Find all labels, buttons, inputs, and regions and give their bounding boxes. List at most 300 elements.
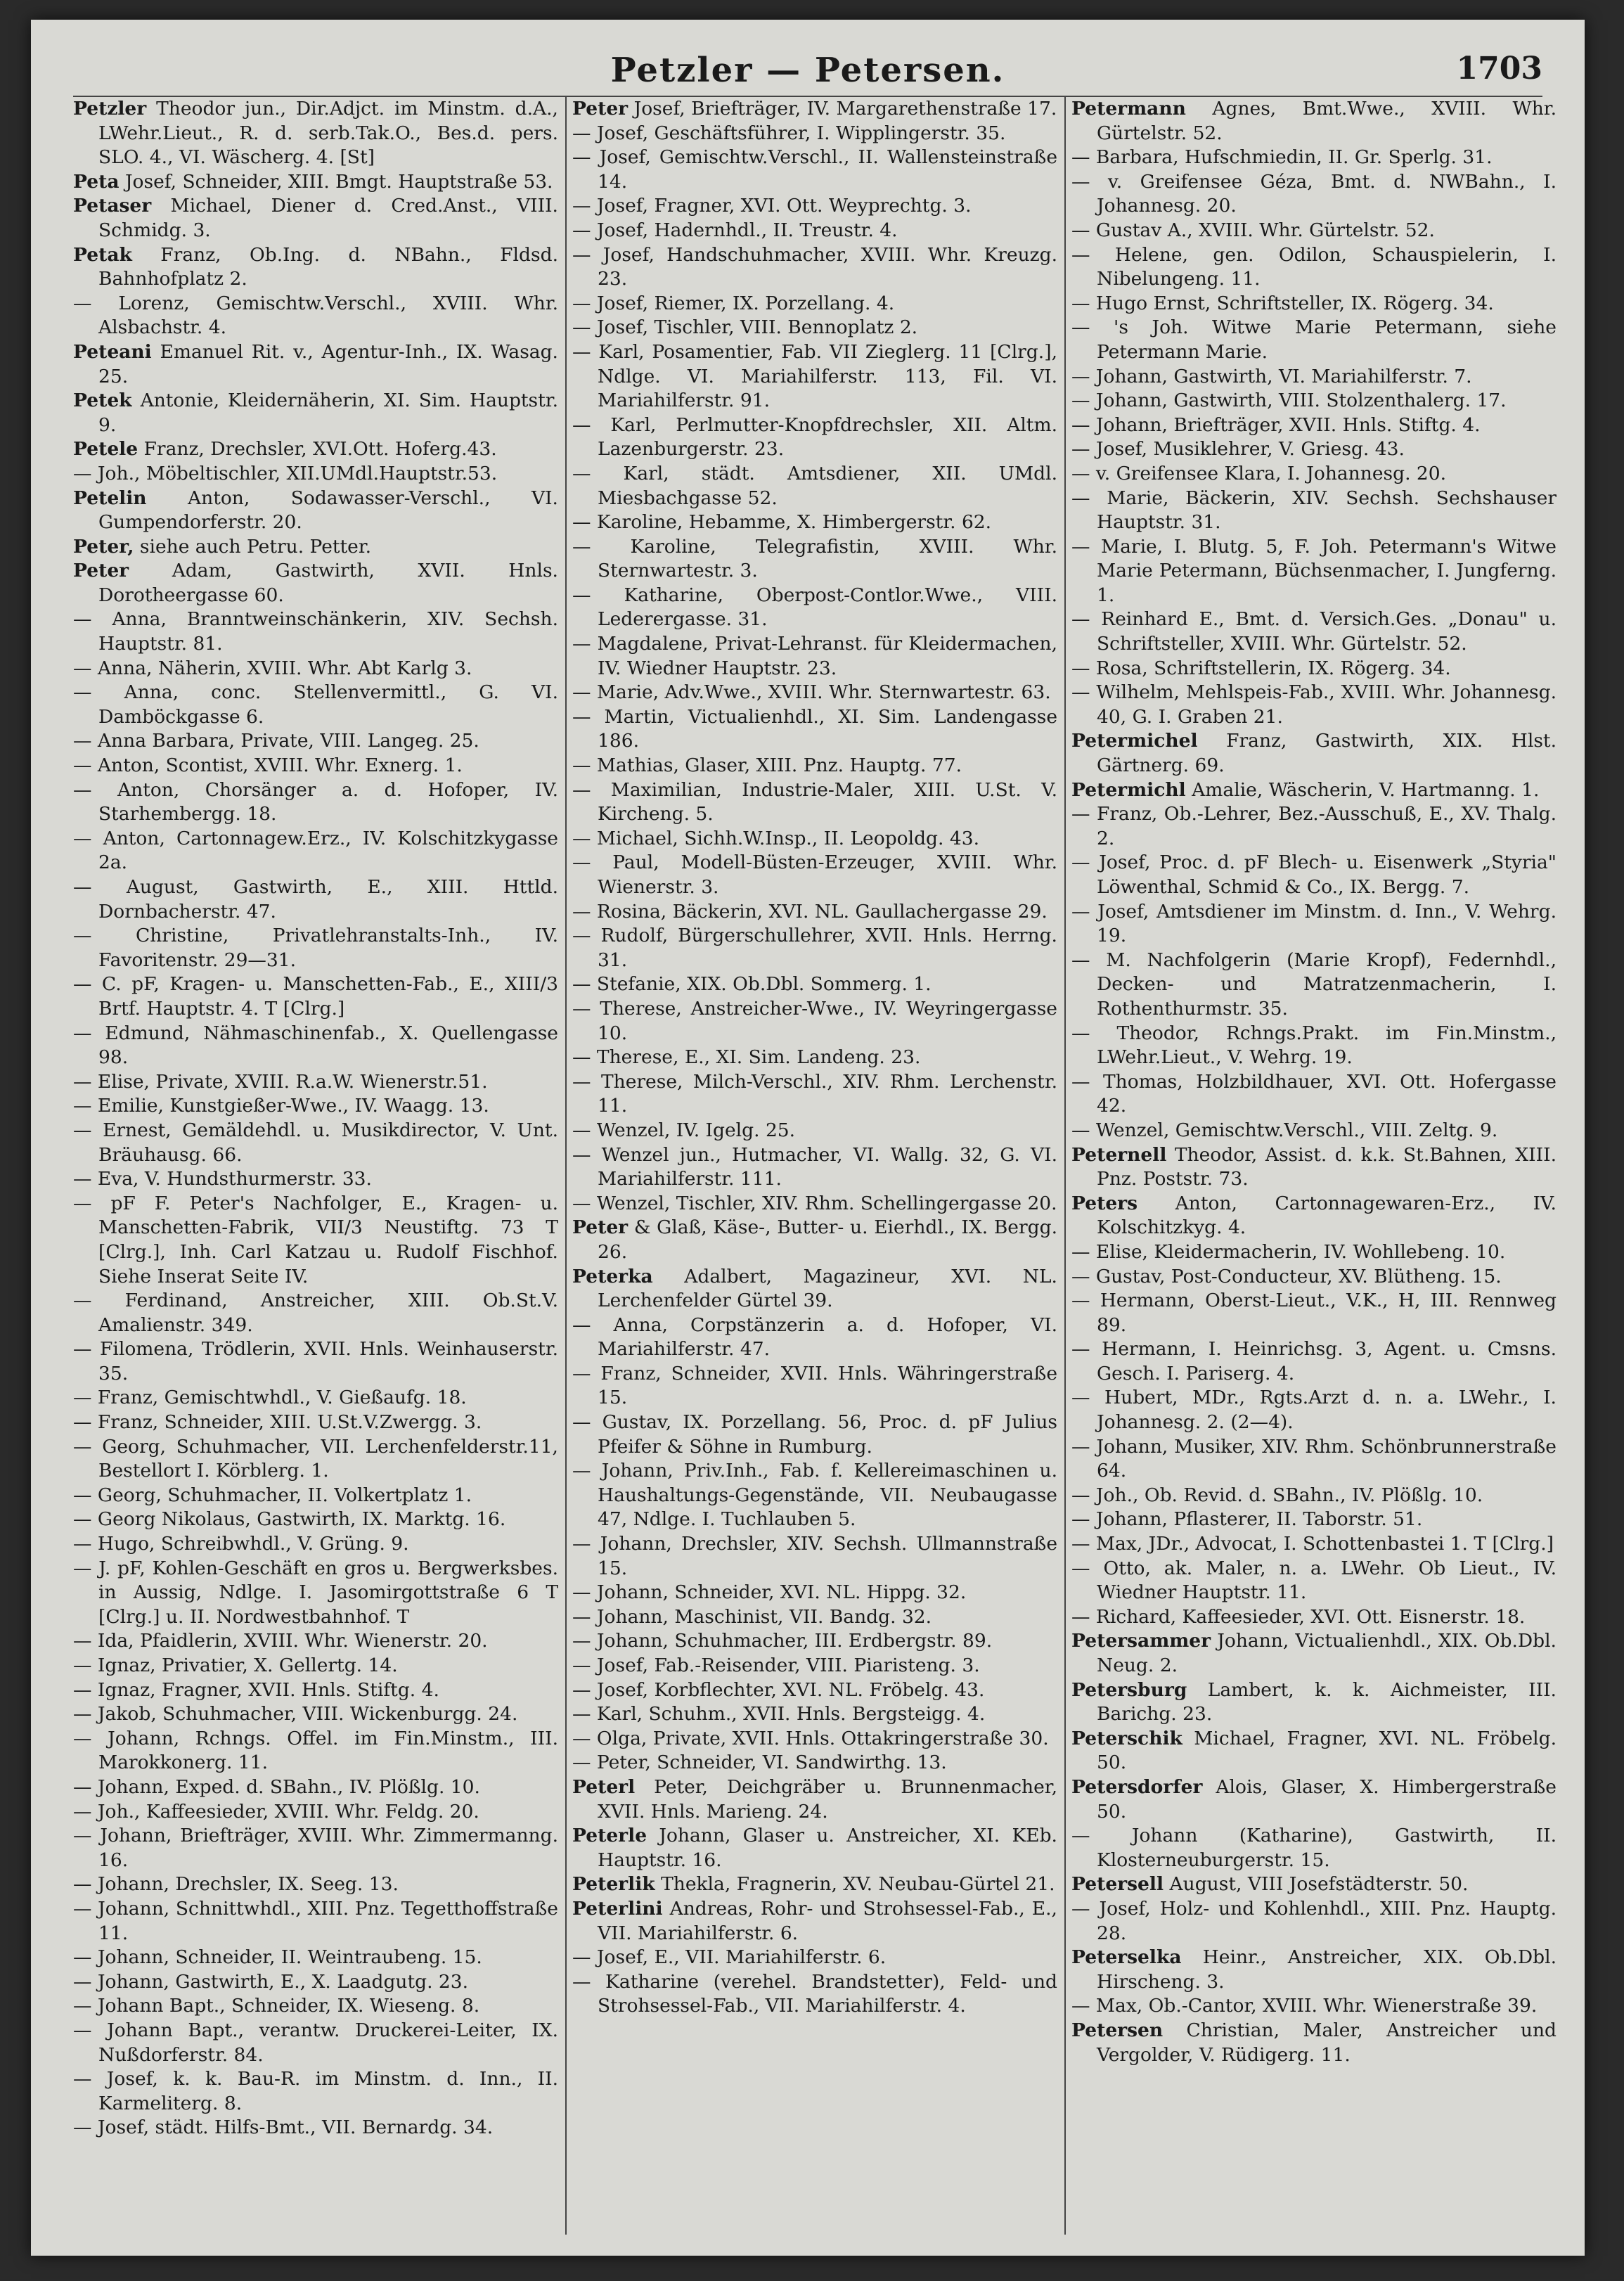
- entry-text: — Johann, Gastwirth, E., X. Laadgutg. 23.: [73, 1970, 469, 1993]
- directory-entry: [73, 1386, 558, 1411]
- directory-entry: [572, 681, 1057, 705]
- entry-surname: Peterlik: [572, 1873, 655, 1896]
- directory-entry: [572, 1192, 1057, 1216]
- directory-entry: [73, 1946, 558, 1970]
- directory-entry: [572, 1751, 1057, 1775]
- entry-text: — Josef, Tischler, VIII. Bennoplatz 2.: [572, 316, 918, 339]
- entry-text: — pF F. Peter's Nachfolger, E., Kragen- u. Manschetten-Fabrik, VII/3 Neustiftg. 73 T [Clrg.], Inh. Carl Katzau u. Rudolf Fischhof. Siehe Inserat Seite IV.: [73, 1192, 558, 1287]
- entry-surname: Peterl: [572, 1775, 636, 1798]
- entry-text: — Gustav A., XVIII. Whr. Gürtelstr. 52.: [1071, 219, 1435, 241]
- entry-text: — Johann, Pflasterer, II. Taborstr. 51.: [1071, 1508, 1423, 1531]
- entry-text: — Josef, Gemischtw.Verschl., II. Wallensteinstraße 14.: [572, 146, 1057, 193]
- entry-text: — Therese, Milch-Verschl., XIV. Rhm. Lerchenstr. 11.: [572, 1070, 1057, 1117]
- directory-entry: [572, 1727, 1057, 1752]
- entry-text: — Johann, Schneider, II. Weintraubeng. 15.: [73, 1946, 482, 1969]
- entry-surname: Peter: [572, 1216, 629, 1239]
- entry-text: — Ferdinand, Anstreicher, XIII. Ob.St.V. Amalienstr. 349.: [73, 1290, 558, 1336]
- directory-entry: [73, 1727, 558, 1775]
- entry-text: — Magdalene, Privat-Lehranst. für Kleidermachen, IV. Wiedner Hauptstr. 23.: [572, 633, 1057, 679]
- directory-entry: [1071, 292, 1557, 316]
- entry-text: — Josef, Fragner, XVI. Ott. Weyprechtg. 3.: [572, 195, 972, 217]
- directory-entry: [73, 1022, 558, 1070]
- entry-text: — Gustav, Post-Conducteur, XV. Blütheng. 15.: [1071, 1265, 1502, 1287]
- directory-entry: [73, 1800, 558, 1825]
- entry-text: Anton, Sodawasser-Verschl., VI. Gumpendorferstr. 20.: [98, 487, 558, 534]
- entry-text: — Emilie, Kunstgießer-Wwe., IV. Waagg. 13.: [73, 1095, 489, 1117]
- entry-text: August, VIII Josefstädterstr. 50.: [1169, 1873, 1469, 1896]
- entry-text: Franz, Ob.Ing. d. NBahn., Fldsd. Bahnhofplatz 2.: [98, 243, 558, 290]
- directory-entry: [73, 1629, 558, 1654]
- entry-text: — Josef, Musiklehrer, V. Griesg. 43.: [1071, 438, 1405, 461]
- directory-entry: [572, 146, 1057, 194]
- entry-text: — Johann, Briefträger, XVII. Hnls. Stiftg. 4.: [1071, 413, 1481, 436]
- directory-entry: [572, 243, 1057, 292]
- directory-entry: [73, 1094, 558, 1119]
- entry-text: — Thomas, Holzbildhauer, XVI. Ott. Hofergasse 42.: [1071, 1070, 1557, 1117]
- entry-text: Theodor jun., Dir.Adjct. im Minstm. d.A., LWehr.Lieut., R. d. serb.Tak.O., Bes.d. pers. SLO. 4., VI. Wäscherg. 4. [St]: [98, 98, 558, 169]
- directory-entry: [572, 900, 1057, 925]
- entry-text: — Rudolf, Bürgerschullehrer, XVII. Hnls. Herrng. 31.: [572, 925, 1057, 971]
- entry-text: Johann, Victualienhdl., XIX. Ob.Dbl. Neug. 2.: [1097, 1630, 1557, 1676]
- directory-entry: [572, 219, 1057, 243]
- entry-text: — Karl, Perlmutter-Knopfdrechsler, XII. Altm. Lazenburgerstr. 23.: [572, 413, 1057, 461]
- directory-entry: [73, 243, 558, 292]
- directory-entry: [73, 1289, 558, 1337]
- entry-text: — Wenzel, Gemischtw.Verschl., VIII. Zeltg. 9.: [1071, 1119, 1498, 1141]
- entry-surname: Petzler: [73, 98, 147, 120]
- entry-text: Theodor, Assist. d. k.k. St.Bahnen, XIII. Pnz. Poststr. 73.: [1097, 1143, 1557, 1190]
- entry-text: — Johann, Exped. d. SBahn., IV. Plößlg. 10.: [73, 1775, 480, 1798]
- directory-entry: [1071, 170, 1557, 219]
- directory-entry: [1071, 729, 1557, 778]
- entry-text: — Richard, Kaffeesieder, XVI. Ott. Eisnerstr. 18.: [1071, 1605, 1526, 1628]
- directory-entry: [1071, 1532, 1557, 1557]
- entry-text: — Joh., Kaffeesieder, XVIII. Whr. Feldg. 20.: [73, 1800, 479, 1823]
- directory-entry: [73, 487, 558, 535]
- entry-surname: Petelin: [73, 487, 147, 509]
- directory-entry: [1071, 1289, 1557, 1337]
- directory-entry: [73, 875, 558, 924]
- directory-entry: [572, 632, 1057, 681]
- directory-entry: [572, 122, 1057, 146]
- directory-entry: [572, 1532, 1057, 1581]
- entry-text: siehe auch Petru. Petter.: [139, 535, 372, 558]
- directory-entry: [73, 729, 558, 754]
- entry-surname: Petersell: [1071, 1873, 1164, 1896]
- entry-text: Franz, Drechsler, XVI.Ott. Hoferg.43.: [143, 438, 497, 461]
- directory-entry: [73, 1824, 558, 1872]
- directory-entry: [73, 1654, 558, 1678]
- entry-surname: Petersen: [1071, 2019, 1164, 2041]
- entry-surname: Petaser: [73, 195, 152, 217]
- entry-text: — Theodor, Rchngs.Prakt. im Fin.Minstm., LWehr.Lieut., V. Wehrg. 19.: [1071, 1022, 1557, 1069]
- entry-text: Peter, Deichgräber u. Brunnenmacher, XVII. Hnls. Marieng. 24.: [598, 1775, 1057, 1823]
- entry-text: — Max, JDr., Advocat, I. Schottenbastei 1. T [Clrg.]: [1071, 1533, 1554, 1555]
- entry-text: — Josef, städt. Hilfs-Bmt., VII. Bernardg. 34.: [73, 2116, 494, 2139]
- directory-entry: [1071, 949, 1557, 1022]
- entry-text: — Karoline, Hebamme, X. Himbergerstr. 62.: [572, 511, 992, 534]
- directory-entry: [73, 1557, 558, 1630]
- entry-text: Michael, Diener d. Cred.Anst., VIII. Schmidg. 3.: [98, 195, 558, 241]
- entry-text: — Johann Bapt., Schneider, IX. Wieseng. 8.: [73, 1995, 480, 2017]
- entry-text: — Joh., Ob. Revid. d. SBahn., IV. Plößlg. 10.: [1071, 1484, 1483, 1506]
- directory-entry: [73, 437, 558, 462]
- entry-surname: Peterle: [572, 1825, 647, 1847]
- entry-text: — Johann, Maschinist, VII. Bandg. 32.: [572, 1605, 932, 1628]
- directory-entry: [572, 510, 1057, 535]
- directory-entry: [73, 608, 558, 656]
- entry-text: — Johann, Drechsler, IX. Seeg. 13.: [73, 1873, 399, 1896]
- entry-text: Anton, Cartonnagewaren-Erz., IV. Kolschitzkyg. 4.: [1097, 1192, 1557, 1239]
- entry-text: — Franz, Gemischtwhdl., V. Gießaufg. 18.: [73, 1387, 467, 1409]
- directory-entry: [1071, 802, 1557, 851]
- entry-text: — Therese, Anstreicher-Wwe., IV. Weyringergasse 10.: [572, 997, 1057, 1044]
- column-rule: [1064, 97, 1066, 2235]
- entry-text: — Anna, Näherin, XVIII. Whr. Abt Karlg 3.: [73, 657, 472, 679]
- directory-entry: [572, 292, 1057, 316]
- directory-entry: [572, 1605, 1057, 1630]
- entry-text: — Anna Barbara, Private, VIII. Langeg. 25.: [73, 730, 479, 752]
- directory-entry: [73, 1702, 558, 1727]
- directory-entry: [73, 1532, 558, 1557]
- entry-text: — Johann, Drechsler, XIV. Sechsh. Ullmannstraße 15.: [572, 1533, 1057, 1579]
- page-number: 1703: [1456, 51, 1542, 86]
- directory-entry: [73, 2116, 558, 2140]
- column-3: [1071, 97, 1557, 2235]
- entry-text: & Glaß, Käse-, Butter- u. Eierhdl., IX. Bergg. 26.: [598, 1216, 1057, 1263]
- entry-text: Emanuel Rit. v., Agentur-Inh., IX. Wasag. 25.: [98, 340, 558, 387]
- entry-text: Alois, Glaser, X. Himbergerstraße 50.: [1097, 1775, 1557, 1823]
- entry-surname: Peternell: [1071, 1143, 1167, 1166]
- directory-entry: [1071, 1484, 1557, 1508]
- entry-text: Christian, Maler, Anstreicher und Vergolder, V. Rüdigerg. 11.: [1097, 2019, 1557, 2066]
- entry-surname: Peters: [1071, 1192, 1138, 1214]
- directory-entry: [1071, 316, 1557, 364]
- entry-text: — Johann Bapt., verantw. Druckerei-Leiter, IX. Nußdorferstr. 84.: [73, 2019, 558, 2066]
- entry-text: — Stefanie, XIX. Ob.Dbl. Sommerg. 1.: [572, 973, 932, 996]
- directory-entry: [73, 1192, 558, 1289]
- directory-entry: [572, 1459, 1057, 1532]
- directory-entry: [73, 1411, 558, 1435]
- entry-text: — Filomena, Trödlerin, XVII. Hnls. Weinhauserstr. 35.: [73, 1338, 558, 1384]
- directory-entry: [73, 340, 558, 389]
- page-header: [73, 41, 1542, 97]
- directory-entry: [572, 778, 1057, 827]
- entry-text: Adam, Gastwirth, XVII. Hnls. Dorotheergasse 60.: [98, 560, 558, 606]
- entry-surname: Petak: [73, 243, 132, 266]
- directory-entry: [1071, 1727, 1557, 1775]
- directory-entry: [572, 1897, 1057, 1946]
- directory-entry: [572, 1775, 1057, 1824]
- entry-surname: Petersburg: [1071, 1678, 1187, 1701]
- directory-entry: [572, 316, 1057, 340]
- entry-text: — Maximilian, Industrie-Maler, XIII. U.St. V. Kircheng. 5.: [572, 778, 1057, 825]
- directory-entry: [1071, 413, 1557, 438]
- entry-text: — Hermann, I. Heinrichsg. 3, Agent. u. Cmsns. Gesch. I. Pariserg. 4.: [1071, 1338, 1557, 1384]
- entry-text: — Edmund, Nähmaschinenfab., X. Quellengasse 98.: [73, 1022, 558, 1069]
- entry-text: — Anna, Branntweinschänkerin, XIV. Sechsh. Hauptstr. 81.: [73, 608, 558, 655]
- directory-entry: [572, 1872, 1057, 1897]
- directory-entry: [572, 413, 1057, 462]
- entry-text: — Michael, Sichh.W.Insp., II. Leopoldg. 43.: [572, 827, 980, 849]
- column-1: [73, 97, 558, 2235]
- entry-text: — J. pF, Kohlen-Geschäft en gros u. Bergwerksbes. in Aussig, Ndlge. I. Jasomirgottstraße 6 T [Clrg.] u. II. Nordwestbahnhof. T: [73, 1557, 558, 1628]
- directory-entry: [73, 559, 558, 608]
- directory-entry: [1071, 657, 1557, 681]
- entry-text: — Georg Nikolaus, Gastwirth, IX. Marktg. 16.: [73, 1508, 506, 1531]
- entry-text: — Karl, Schuhm., XVII. Hnls. Bergsteigg. 4.: [572, 1703, 986, 1726]
- entry-surname: Peta: [73, 170, 120, 193]
- directory-entry: [572, 462, 1057, 510]
- entry-text: — Josef, Korbflechter, XVI. NL. Fröbelg. 43.: [572, 1678, 985, 1701]
- directory-page: [31, 20, 1585, 2256]
- directory-entry: [1071, 1872, 1557, 1897]
- entry-surname: Petermichl: [1071, 778, 1186, 801]
- entry-surname: Petermann: [1071, 98, 1186, 120]
- entry-text: — Mathias, Glaser, XIII. Pnz. Hauptg. 77.: [572, 754, 962, 777]
- entry-surname: Peterka: [572, 1265, 653, 1287]
- directory-entry: [1071, 219, 1557, 243]
- directory-entry: [1071, 389, 1557, 413]
- directory-entry: [572, 1824, 1057, 1872]
- entry-text: — Eva, V. Hundsthurmerstr. 33.: [73, 1168, 372, 1190]
- directory-entry: [1071, 608, 1557, 656]
- entry-text: — Anna, Corpstänzerin a. d. Hofoper, VI. Mariahilferstr. 47.: [572, 1313, 1057, 1361]
- entry-text: — Josef, Amtsdiener im Minstm. d. Inn., V. Wehrg. 19.: [1071, 900, 1557, 947]
- directory-entry: [1071, 1629, 1557, 1678]
- entry-text: Andreas, Rohr- und Strohsessel-Fab., E., VII. Mariahilferstr. 6.: [598, 1897, 1057, 1944]
- directory-entry: [1071, 1386, 1557, 1434]
- directory-entry: [73, 1994, 558, 2019]
- entry-text: Adalbert, Magazineur, XVI. NL. Lerchenfelder Gürtel 39.: [598, 1265, 1057, 1312]
- entry-surname: Petersdorfer: [1071, 1775, 1203, 1798]
- entry-text: — Hugo Ernst, Schriftsteller, IX. Rögerg. 34.: [1071, 292, 1494, 314]
- directory-entry: [73, 1167, 558, 1192]
- directory-entry: [572, 1362, 1057, 1411]
- entry-text: — Anton, Scontist, XVIII. Whr. Exnerg. 1.: [73, 754, 463, 777]
- directory-entry: [572, 1946, 1057, 1970]
- directory-entry: [73, 2019, 558, 2067]
- entry-text: — Rosina, Bäckerin, XVI. NL. Gaullachergasse 29.: [572, 900, 1048, 923]
- entry-text: — Josef, Fab.-Reisender, VIII. Piaristeng. 3.: [572, 1654, 980, 1676]
- entry-text: — v. Greifensee Géza, Bmt. d. NWBahn., I. Johannesg. 20.: [1071, 170, 1557, 217]
- directory-entry: [1071, 243, 1557, 292]
- directory-entry: [1071, 1946, 1557, 1994]
- entry-text: — v. Greifensee Klara, I. Johannesg. 20.: [1071, 462, 1447, 484]
- entry-text: — Johann, Schneider, XVI. NL. Hippg. 32.: [572, 1581, 967, 1604]
- entry-text: Josef, Schneider, XIII. Bmgt. Hauptstraße 53.: [124, 170, 553, 193]
- entry-surname: Petele: [73, 438, 138, 461]
- entry-text: — Josef, E., VII. Mariahilferstr. 6.: [572, 1946, 887, 1969]
- entry-text: — Josef, k. k. Bau-R. im Minstm. d. Inn., II. Karmeliterg. 8.: [73, 2068, 558, 2114]
- entry-text: — Anna, conc. Stellenvermittl., G. VI. Damböckgasse 6.: [73, 681, 558, 728]
- directory-entry: [73, 754, 558, 778]
- directory-entry: [572, 924, 1057, 972]
- entry-text: — Karoline, Telegrafistin, XVIII. Whr. Sternwartestr. 3.: [572, 535, 1057, 582]
- directory-entry: [73, 778, 558, 827]
- entry-text: — Elise, Private, XVIII. R.a.W. Wienerstr.51.: [73, 1070, 488, 1093]
- directory-entry: [572, 1581, 1057, 1605]
- directory-entry: [1071, 146, 1557, 170]
- directory-entry: [73, 292, 558, 340]
- entry-text: — Lorenz, Gemischtw.Verschl., XVIII. Whr. Alsbachstr. 4.: [73, 292, 558, 339]
- directory-entry: [572, 194, 1057, 219]
- directory-entry: [1071, 1994, 1557, 2019]
- directory-entry: [73, 462, 558, 487]
- entry-text: — Rosa, Schriftstellerin, IX. Rögerg. 34.: [1071, 657, 1451, 679]
- directory-entry: [1071, 1824, 1557, 1872]
- directory-entry: [1071, 851, 1557, 899]
- entry-text: — Josef, Riemer, IX. Porzellang. 4.: [572, 292, 895, 314]
- directory-entry: [1071, 365, 1557, 390]
- directory-entry: [73, 1678, 558, 1703]
- entry-text: — Wenzel, Tischler, XIV. Rhm. Schellingergasse 20.: [572, 1192, 1057, 1214]
- running-title: Petzler — Petersen.: [610, 51, 1005, 90]
- entry-text: — Franz, Schneider, XVII. Hnls. Währingerstraße 15.: [572, 1362, 1057, 1409]
- entry-text: — Ignaz, Fragner, XVII. Hnls. Stiftg. 4.: [73, 1678, 439, 1701]
- directory-entry: [572, 584, 1057, 632]
- entry-text: — Johann, Gastwirth, VIII. Stolzenthalerg. 17.: [1071, 390, 1507, 412]
- entry-text: Antonie, Kleidernäherin, XI. Sim. Hauptstr. 9.: [98, 390, 558, 436]
- column-rule: [565, 97, 567, 2235]
- entry-text: — Christine, Privatlehranstalts-Inh., IV. Favoritenstr. 29—31.: [73, 925, 558, 971]
- directory-entry: [73, 827, 558, 875]
- entry-surname: Peterselka: [1071, 1946, 1182, 1969]
- entry-text: — Anton, Chorsänger a. d. Hofoper, IV. Starhembergg. 18.: [73, 778, 558, 825]
- entry-text: — August, Gastwirth, E., XIII. Httld. Dornbacherstr. 47.: [73, 876, 558, 923]
- directory-entry: [1071, 2019, 1557, 2067]
- directory-entry: [1071, 97, 1557, 146]
- entry-text: — Hugo, Schreibwhdl., V. Grüng. 9.: [73, 1533, 409, 1555]
- entry-text: — Anton, Cartonnagew.Erz., IV. Kolschitzkygasse 2a.: [73, 827, 558, 874]
- entry-text: — Johann, Gastwirth, VI. Mariahilferstr. 7.: [1071, 365, 1472, 387]
- entry-text: — Therese, E., XI. Sim. Landeng. 23.: [572, 1046, 921, 1069]
- directory-entry: [572, 1678, 1057, 1703]
- directory-entry: [73, 1484, 558, 1508]
- directory-entry: [572, 1143, 1057, 1192]
- directory-entry: [572, 1411, 1057, 1459]
- directory-entry: [572, 972, 1057, 997]
- directory-entry: [73, 657, 558, 681]
- entry-text: — Georg, Schuhmacher, VII. Lerchenfelderstr.11, Bestellort I. Körblerg. 1.: [73, 1435, 558, 1482]
- directory-entry: [73, 194, 558, 243]
- entry-text: — Karl, Posamentier, Fab. VII Zieglerg. 11 [Clrg.], Ndlge. VI. Mariahilferstr. 113, Fil. VI. Mariahilferstr. 91.: [572, 340, 1057, 412]
- entry-surname: Petek: [73, 390, 132, 412]
- entry-text: — Wilhelm, Mehlspeis-Fab., XVIII. Whr. Johannesg. 40, G. I. Graben 21.: [1071, 681, 1557, 728]
- entry-text: — Johann, Briefträger, XVIII. Whr. Zimmermanng. 16.: [73, 1825, 558, 1871]
- entry-text: Franz, Gastwirth, XIX. Hlst. Gärtnerg. 69.: [1097, 730, 1557, 777]
- directory-entry: [1071, 900, 1557, 949]
- directory-entry: [572, 1702, 1057, 1727]
- entry-text: — Martin, Victualienhdl., XI. Sim. Landengasse 186.: [572, 705, 1057, 752]
- entry-surname: Petermichel: [1071, 730, 1198, 752]
- entry-text: — Johann (Katharine), Gastwirth, II. Klosterneuburgerstr. 15.: [1071, 1825, 1557, 1871]
- entry-text: — Joh., Möbeltischler, XII.UMdl.Hauptstr.53.: [73, 462, 498, 484]
- directory-entry: [572, 535, 1057, 584]
- directory-entry: [73, 97, 558, 170]
- directory-entry: [73, 924, 558, 972]
- entry-text: — Hermann, Oberst-Lieut., V.K., H, III. Rennweg 89.: [1071, 1290, 1557, 1336]
- directory-entry: [73, 1508, 558, 1532]
- directory-entry: [572, 705, 1057, 754]
- directory-entry: [572, 997, 1057, 1046]
- directory-entry: [73, 1435, 558, 1484]
- directory-entry: [572, 1119, 1057, 1143]
- directory-entry: [1071, 1605, 1557, 1630]
- entry-text: — C. pF, Kragen- u. Manschetten-Fab., E., XIII/3 Brtf. Hauptstr. 4. T [Clrg.]: [73, 973, 558, 1020]
- entry-text: — Marie, Bäckerin, XIV. Sechsh. Sechshauser Hauptstr. 31.: [1071, 487, 1557, 534]
- entry-surname: Peteani: [73, 340, 152, 363]
- directory-entry: [1071, 1435, 1557, 1484]
- entry-text: — 's Joh. Witwe Marie Petermann, siehe Petermann Marie.: [1071, 316, 1557, 363]
- directory-entry: [73, 1872, 558, 1897]
- entry-text: — Ida, Pfaidlerin, XVIII. Whr. Wienerstr. 20.: [73, 1630, 488, 1652]
- entry-text: — Barbara, Hufschmiedin, II. Gr. Sperlg. 31.: [1071, 146, 1493, 169]
- directory-entry: [73, 681, 558, 729]
- directory-entry: [572, 827, 1057, 852]
- directory-entry: [1071, 1897, 1557, 1946]
- directory-entry: [572, 754, 1057, 778]
- entry-text: — Olga, Private, XVII. Hnls. Ottakringerstraße 30.: [572, 1727, 1049, 1749]
- directory-entry: [1071, 535, 1557, 608]
- directory-entry: [73, 170, 558, 195]
- entry-text: — Josef, Geschäftsführer, I. Wipplingerstr. 35.: [572, 122, 1006, 144]
- directory-entry: [1071, 1143, 1557, 1192]
- directory-entry: [73, 2067, 558, 2116]
- entry-text: — Hubert, MDr., Rgts.Arzt d. n. a. LWehr., I. Johannesg. 2. (2—4).: [1071, 1387, 1557, 1434]
- directory-entry: [1071, 1070, 1557, 1119]
- entry-text: — Reinhard E., Bmt. d. Versich.Ges. „Donau" u. Schriftsteller, XVIII. Whr. Gürtelstr. 52.: [1071, 608, 1557, 655]
- directory-entry: [1071, 437, 1557, 462]
- entry-text: — Ignaz, Privatier, X. Gellertg. 14.: [73, 1654, 398, 1676]
- directory-entry: [1071, 1557, 1557, 1605]
- entry-text: — Josef, Handschuhmacher, XVIII. Whr. Kreuzg. 23.: [572, 243, 1057, 290]
- entry-text: Thekla, Fragnerin, XV. Neubau-Gürtel 21.: [661, 1873, 1055, 1896]
- entry-text: Lambert, k. k. Aichmeister, III. Barichg. 23.: [1097, 1678, 1557, 1726]
- directory-entry: [1071, 1508, 1557, 1532]
- entry-text: Agnes, Bmt.Wwe., XVIII. Whr. Gürtelstr. 52.: [1097, 98, 1557, 144]
- directory-entry: [1071, 462, 1557, 487]
- directory-entry: [572, 1216, 1057, 1264]
- directory-entry: [572, 1654, 1057, 1678]
- entry-text: — Elise, Kleidermacherin, IV. Wohllebeng. 10.: [1071, 1240, 1506, 1263]
- entry-text: Heinr., Anstreicher, XIX. Ob.Dbl. Hirscheng. 3.: [1097, 1946, 1557, 1993]
- entry-surname: Petersammer: [1071, 1630, 1211, 1652]
- entry-text: — Ernest, Gemäldehdl. u. Musikdirector, V. Unt. Bräuhausg. 66.: [73, 1119, 558, 1166]
- directory-entry: [1071, 1022, 1557, 1070]
- directory-entry: [572, 1629, 1057, 1654]
- directory-entry: [572, 1313, 1057, 1362]
- entry-text: Josef, Briefträger, IV. Margarethenstraße 17.: [633, 98, 1057, 120]
- directory-entry: [73, 1119, 558, 1167]
- entry-surname: Peterschik: [1071, 1727, 1182, 1749]
- entry-text: — Johann, Rchngs. Offel. im Fin.Minstm., III. Marokkonerg. 11.: [73, 1727, 558, 1774]
- directory-entry: [73, 389, 558, 437]
- directory-entry: [1071, 1678, 1557, 1727]
- entry-text: — Wenzel, IV. Igelg. 25.: [572, 1119, 796, 1141]
- entry-text: — Georg, Schuhmacher, II. Volkertplatz 1.: [73, 1484, 472, 1506]
- entry-surname: Peter: [572, 98, 629, 120]
- directory-entry: [572, 340, 1057, 413]
- columns: [73, 97, 1557, 2235]
- entry-text: — Helene, gen. Odilon, Schauspielerin, I. Nibelungeng. 11.: [1071, 243, 1557, 290]
- entry-text: — Karl, städt. Amtsdiener, XII. UMdl. Miesbachgasse 52.: [572, 462, 1057, 509]
- entry-text: — Jakob, Schuhmacher, VIII. Wickenburgg. 24.: [73, 1703, 518, 1726]
- entry-text: — Marie, Adv.Wwe., XVIII. Whr. Sternwartestr. 63.: [572, 681, 1051, 704]
- entry-text: — Josef, Hadernhdl., II. Treustr. 4.: [572, 219, 898, 241]
- directory-entry: [572, 1070, 1057, 1119]
- directory-entry: [1071, 487, 1557, 535]
